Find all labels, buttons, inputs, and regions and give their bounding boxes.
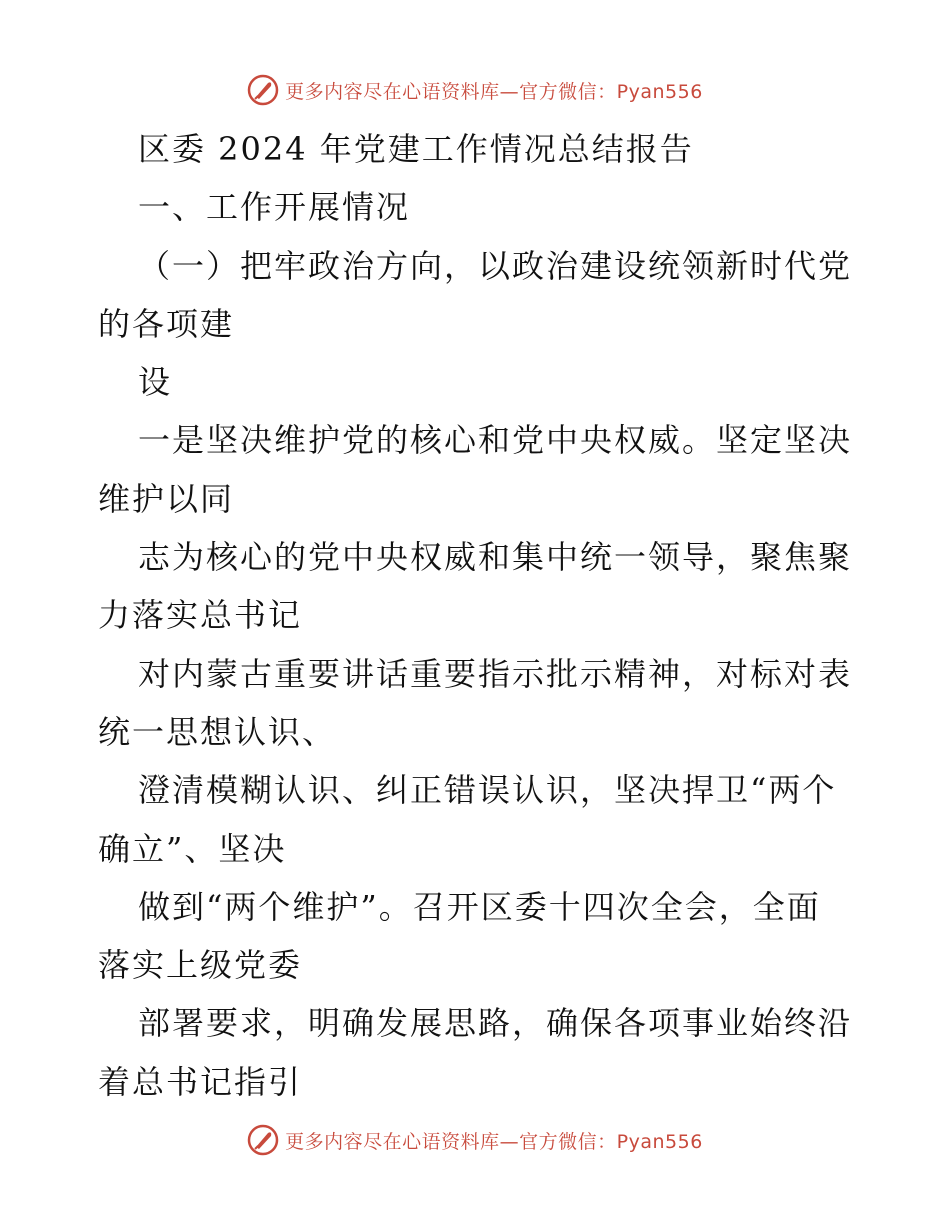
text-line: 落实上级党委 (98, 946, 303, 985)
text-line: 确立”、坚决 (98, 829, 287, 868)
text-line: 一是坚决维护党的核心和党中央权威。坚定坚决 (138, 421, 853, 460)
document-title: 区委 2024 年党建工作情况总结报告 (138, 130, 694, 168)
section-heading: 一、工作开展情况 (138, 188, 411, 227)
subsection-heading-continued: 的各项建 (98, 304, 235, 343)
feather-pen-logo-icon (247, 74, 279, 106)
text-line: 统一思想认识、 (98, 712, 337, 751)
document-body (98, 120, 858, 1111)
text-line: 部署要求，明确发展思路，确保各项事业始终沿 (138, 1004, 853, 1043)
text-line: 对内蒙古重要讲话重要指示批示精神，对标对表 (138, 654, 853, 693)
footer-watermark-text: 更多内容尽在心语资料库—官方微信：Pyan556 (285, 1130, 703, 1153)
text-line: 澄清模糊认识、纠正错误认识，坚决捍卫“两个 (138, 771, 837, 810)
text-line: 设 (138, 363, 173, 402)
text-line: 维护以同 (98, 479, 235, 518)
feather-pen-logo-icon (247, 1124, 279, 1156)
text-line: 做到“两个维护”。召开区委十四次全会，全面 (138, 887, 821, 926)
text-line: 力落实总书记 (98, 596, 303, 635)
text-line: 志为核心的党中央权威和集中统一领导，聚焦聚 (138, 538, 853, 577)
header-watermark-text: 更多内容尽在心语资料库—官方微信：Pyan556 (285, 80, 703, 103)
text-line: 着总书记指引 (98, 1062, 303, 1101)
header-watermark-banner (0, 70, 950, 110)
footer-watermark-banner (0, 1120, 950, 1160)
subsection-heading: （一）把牢政治方向，以政治建设统领新时代党 (138, 246, 853, 285)
